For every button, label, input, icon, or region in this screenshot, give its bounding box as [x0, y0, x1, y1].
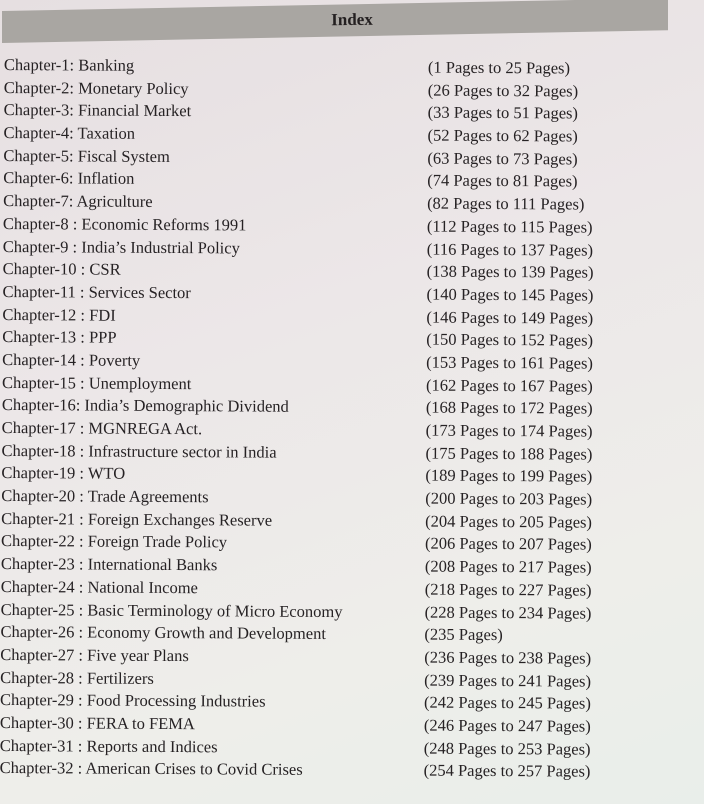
chapter-page-range: (204 Pages to 205 Pages)	[425, 511, 593, 532]
chapter-title: Chapter-19 : WTO	[1, 463, 126, 484]
chapter-page-range: (138 Pages to 139 Pages)	[426, 261, 594, 282]
chapter-title: Chapter-14 : Poverty	[2, 349, 141, 370]
chapter-title: Chapter-26 : Economy Growth and Development	[0, 622, 326, 644]
chapter-title: Chapter-1: Banking	[3, 54, 135, 75]
chapter-page-range: (175 Pages to 188 Pages)	[425, 443, 593, 464]
chapter-page-range: (236 Pages to 238 Pages)	[424, 647, 592, 668]
chapter-title: Chapter-24 : National Income	[0, 576, 198, 598]
chapter-page-range: (242 Pages to 245 Pages)	[423, 692, 591, 713]
chapter-title: Chapter-3: Financial Market	[3, 100, 192, 121]
chapter-title: Chapter-13 : PPP	[2, 327, 117, 347]
chapter-page-range: (153 Pages to 161 Pages)	[426, 352, 594, 373]
chapter-page-range: (206 Pages to 207 Pages)	[424, 534, 592, 555]
chapter-page-range: (254 Pages to 257 Pages)	[423, 760, 591, 781]
chapter-title: Chapter-5: Fiscal System	[3, 145, 170, 166]
chapter-title: Chapter-9 : India’s Industrial Policy	[2, 236, 240, 257]
chapter-title: Chapter-11 : Services Sector	[2, 281, 191, 303]
chapter-page-range: (228 Pages to 234 Pages)	[424, 602, 592, 623]
chapter-title: Chapter-2: Monetary Policy	[3, 77, 189, 98]
chapter-page-range: (112 Pages to 115 Pages)	[426, 216, 593, 237]
chapter-title: Chapter-6: Inflation	[3, 168, 135, 189]
index-title: Index	[331, 9, 373, 30]
chapter-page-range: (74 Pages to 81 Pages)	[427, 171, 578, 191]
chapter-title: Chapter-30 : FERA to FEMA	[0, 712, 195, 734]
chapter-page-range: (208 Pages to 217 Pages)	[424, 556, 592, 577]
chapter-title: Chapter-22 : Foreign Trade Policy	[0, 531, 228, 552]
chapter-title: Chapter-23 : International Banks	[0, 554, 218, 575]
chapter-row	[0, 757, 700, 784]
chapter-title: Chapter-21 : Foreign Exchanges Reserve	[1, 508, 273, 530]
chapter-title: Chapter-15 : Unemployment	[1, 372, 192, 393]
chapter-title: Chapter-18 : Infrastructure sector in India	[1, 440, 277, 462]
chapter-index-list	[0, 54, 704, 784]
chapter-page-range: (63 Pages to 73 Pages)	[427, 148, 578, 169]
chapter-page-range: (239 Pages to 241 Pages)	[424, 670, 592, 691]
chapter-page-range: (173 Pages to 174 Pages)	[425, 420, 593, 441]
chapter-title: Chapter-32 : American Crises to Covid Crises	[0, 758, 303, 780]
chapter-title: Chapter-31 : Reports and Indices	[0, 735, 218, 756]
chapter-title: Chapter-12 : FDI	[2, 304, 116, 325]
chapter-page-range: (116 Pages to 137 Pages)	[426, 239, 594, 260]
chapter-page-range: (189 Pages to 199 Pages)	[425, 465, 593, 486]
chapter-page-range: (26 Pages to 32 Pages)	[427, 80, 579, 101]
chapter-title: Chapter-27 : Five year Plans	[0, 644, 189, 666]
chapter-page-range: (168 Pages to 172 Pages)	[425, 397, 593, 418]
chapter-page-range: (200 Pages to 203 Pages)	[425, 488, 593, 509]
chapter-page-range: (235 Pages)	[424, 624, 503, 645]
chapter-page-range: (140 Pages to 145 Pages)	[426, 284, 594, 305]
chapter-page-range: (52 Pages to 62 Pages)	[427, 125, 578, 146]
chapter-title: Chapter-25 : Basic Terminology of Micro Economy	[0, 599, 343, 621]
chapter-title: Chapter-4: Taxation	[3, 123, 136, 143]
chapter-title: Chapter-7: Agriculture	[3, 191, 153, 212]
chapter-page-range: (82 Pages to 111 Pages)	[427, 193, 585, 214]
chapter-title: Chapter-10 : CSR	[2, 259, 121, 279]
chapter-page-range: (1 Pages to 25 Pages)	[427, 57, 571, 78]
chapter-page-range: (33 Pages to 51 Pages)	[427, 102, 579, 123]
chapter-page-range: (146 Pages to 149 Pages)	[426, 307, 594, 328]
chapter-title: Chapter-17 : MGNREGA Act.	[1, 417, 203, 439]
chapter-title: Chapter-29 : Food Processing Industries	[0, 690, 266, 711]
chapter-page-range: (162 Pages to 167 Pages)	[425, 375, 593, 396]
chapter-title: Chapter-20 : Trade Agreements	[1, 486, 209, 507]
chapter-page-range: (150 Pages to 152 Pages)	[426, 329, 594, 350]
chapter-title: Chapter-16: India’s Demographic Dividend	[1, 395, 289, 417]
chapter-page-range: (248 Pages to 253 Pages)	[423, 738, 591, 759]
chapter-title: Chapter-8 : Economic Reforms 1991	[2, 213, 247, 235]
chapter-title: Chapter-28 : Fertilizers	[0, 667, 154, 688]
chapter-page-range: (246 Pages to 247 Pages)	[423, 715, 591, 736]
chapter-page-range: (218 Pages to 227 Pages)	[424, 579, 592, 600]
